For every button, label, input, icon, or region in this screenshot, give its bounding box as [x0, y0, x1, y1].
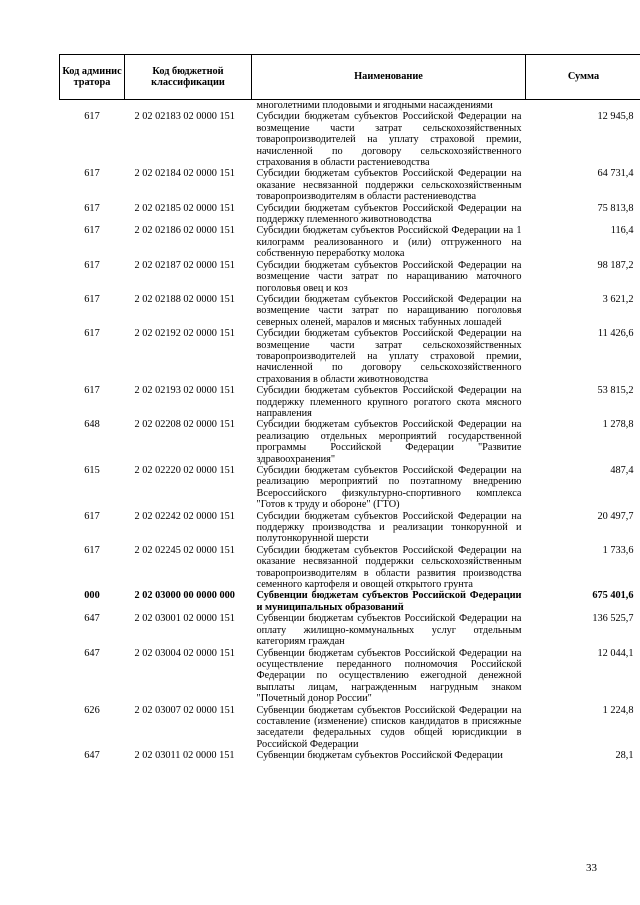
cell-budget-code: 2 02 02193 02 0000 151	[134, 385, 235, 397]
cell-name: Субсидии бюджетам субъектов Российской Федерации на поддержку племенного животноводства	[256, 202, 522, 226]
cell-budget-code: 2 02 02245 02 0000 151	[134, 544, 235, 556]
cell-amount: 20 497,7	[597, 510, 634, 522]
cell-amount: 64 731,4	[597, 168, 634, 180]
table-row	[60, 385, 640, 419]
cell-budget-code: 2 02 02186 02 0000 151	[134, 225, 235, 237]
cell-name: Субвенции бюджетам субъектов Российской Федерации на составление (изменение) списков кандидатов в присяжные заседатели федеральных судов общей юрисдикции в Российской Федерации	[256, 704, 522, 750]
cell-amount: 28,1	[615, 750, 634, 762]
cell-name: Субсидии бюджетам субъектов Российской Федерации на поддержку племенного крупного рогатого скота мясного направления	[256, 385, 522, 419]
cell-budget-code: 2 02 02220 02 0000 151	[134, 465, 235, 476]
cell-amount: 12 044,1	[597, 647, 634, 659]
cell-budget-code: 2 02 02208 02 0000 151	[134, 419, 235, 431]
cell-budget-code: 2 02 02187 02 0000 151	[134, 259, 235, 271]
table-row	[60, 511, 640, 545]
cell-amount: 53 815,2	[597, 385, 634, 397]
cell-amount: 98 187,2	[597, 259, 634, 271]
cell-name: многолетними плодовыми и ягодными насаждениями	[256, 100, 493, 111]
cell-admin-code: 647	[84, 613, 100, 625]
cell-amount: 1 733,6	[602, 544, 634, 556]
table-row	[60, 705, 640, 751]
cell-amount: 675 401,6	[592, 590, 634, 602]
cell-amount: 116,4	[610, 225, 634, 237]
cell-admin-code: 000	[84, 590, 100, 602]
header-amount: Сумма	[526, 55, 640, 100]
table-row	[60, 648, 640, 705]
table-row	[60, 750, 640, 761]
cell-name: Субсидии бюджетам субъектов Российской Федерации на реализацию отдельных мероприятий государственной программы Российской Федерации "Развитие здравоохранения"	[256, 419, 522, 465]
cell-name: Субсидии бюджетам субъектов Российской Федерации на возмещение части затрат по наращиванию поголовья северных оленей, маралов и мясных табунных лошадей	[256, 293, 522, 328]
cell-amount: 1 224,8	[602, 704, 634, 716]
cell-name: Субсидии бюджетам субъектов Российской Федерации на оказание несвязанной поддержки сельскохозяйственным товаропроизводителям в области развития производства семенного картофеля и овощей открытого грунта	[256, 544, 522, 591]
cell-admin-code: 617	[84, 385, 100, 397]
cell-name: Субсидии бюджетам субъектов Российской Федерации на возмещение части затрат сельскохозяйственных товаропроизводителей на уплату страховой премии, начисленной по договору сельскохозяйственного страхования в области растениеводства	[256, 111, 522, 169]
table-body	[60, 100, 640, 762]
cell-budget-code: 2 02 02188 02 0000 151	[134, 293, 235, 305]
cell-amount: 3 621,2	[602, 293, 634, 305]
cell-amount	[526, 100, 640, 112]
cell-admin-code	[60, 100, 125, 112]
cell-admin-code: 617	[84, 168, 100, 180]
cell-admin-code: 626	[84, 704, 100, 716]
cell-budget-code: 2 02 02185 02 0000 151	[134, 202, 235, 214]
cell-budget-code: 2 02 02242 02 0000 151	[134, 510, 235, 522]
table-row	[60, 613, 640, 647]
table-row	[60, 294, 640, 328]
header-budget-code: Код бюджетной классификации	[125, 55, 252, 100]
cell-name: Субсидии бюджетам субъектов Российской Федерации на возмещение части затрат сельскохозяйственных товаропроизводителей на уплату страховой премии, начисленной по договору сельскохозяйственного страхования в области животноводства	[256, 328, 522, 385]
cell-amount: 12 945,8	[597, 111, 634, 123]
table-row	[60, 328, 640, 385]
cell-admin-code: 617	[84, 544, 100, 556]
table-row	[60, 168, 640, 202]
cell-admin-code: 617	[84, 510, 100, 522]
table-row	[60, 260, 640, 294]
table-row	[60, 545, 640, 591]
table-row	[60, 465, 640, 511]
cell-admin-code: 617	[84, 202, 100, 214]
cell-amount: 75 813,8	[597, 202, 634, 214]
table-row	[60, 590, 640, 613]
cell-admin-code: 617	[84, 259, 100, 271]
cell-admin-code: 617	[84, 111, 100, 123]
budget-revenue-table	[59, 54, 640, 762]
cell-name: Субсидии бюджетам субъектов Российской Федерации на реализацию мероприятий по поэтапному внедрению Всероссийского физкультурно-спортивного комплекса "Готов к труду и обороне" (ГТО)	[256, 465, 522, 511]
table-header	[60, 55, 640, 100]
cell-amount: 487,4	[610, 465, 634, 476]
cell-name: Субсидии бюджетам субъектов Российской Федерации на 1 килограмм реализованного и (или) отгруженного на собственную переработку молока	[256, 225, 522, 260]
cell-name: Субсидии бюджетам субъектов Российской Федерации на возмещение части затрат по наращиванию маточного поголовья овец и коз	[256, 259, 522, 294]
cell-admin-code: 647	[84, 647, 100, 659]
cell-amount: 136 525,7	[592, 613, 634, 625]
table-row	[60, 100, 640, 112]
cell-name: Субвенции бюджетам субъектов Российской Федерации	[256, 750, 503, 762]
table-row	[60, 225, 640, 259]
cell-budget-code: 2 02 02183 02 0000 151	[134, 111, 235, 123]
table-row	[60, 419, 640, 465]
cell-amount: 1 278,8	[602, 419, 634, 431]
cell-name: Субвенции бюджетам субъектов Российской Федерации на оплату жилищно-коммунальных услуг отдельным категориям граждан	[256, 613, 522, 648]
cell-budget-code: 2 02 03011 02 0000 151	[134, 750, 235, 762]
table-row	[60, 111, 640, 168]
cell-name: Субвенции бюджетам субъектов Российской Федерации на осуществление переданного полномочия Российской Федерации по осуществлению ежегодной денежной выплаты лицам, награжденным нагрудным знаком "Почетный донор России"	[256, 647, 522, 705]
cell-admin-code: 617	[84, 225, 100, 237]
header-admin-code: Код админис тратора	[60, 55, 125, 100]
cell-budget-code	[125, 100, 252, 112]
cell-budget-code: 2 02 02192 02 0000 151	[134, 328, 235, 340]
cell-budget-code: 2 02 03007 02 0000 151	[134, 704, 235, 716]
cell-budget-code: 2 02 03000 00 0000 000	[134, 590, 235, 602]
cell-admin-code: 647	[84, 750, 100, 762]
cell-budget-code: 2 02 03004 02 0000 151	[134, 647, 235, 659]
cell-name: Субсидии бюджетам субъектов Российской Федерации на поддержку производства и реализации тонкорунной и полутонкорунной шерсти	[256, 510, 522, 545]
cell-admin-code: 617	[84, 328, 100, 340]
cell-admin-code: 617	[84, 293, 100, 305]
cell-name: Субсидии бюджетам субъектов Российской Федерации на оказание несвязанной поддержки сельскохозяйственным товаропроизводителям в области растениеводства	[256, 168, 522, 203]
page-number: 33	[586, 862, 597, 874]
table-row	[60, 203, 640, 226]
cell-admin-code: 615	[84, 465, 100, 476]
cell-budget-code: 2 02 02184 02 0000 151	[134, 168, 235, 180]
cell-admin-code: 648	[84, 419, 100, 431]
cell-name: Субвенции бюджетам субъектов Российской Федерации и муниципальных образований	[256, 590, 522, 613]
cell-budget-code: 2 02 03001 02 0000 151	[134, 613, 235, 625]
header-name: Наименование	[252, 55, 526, 100]
cell-amount: 11 426,6	[597, 328, 634, 340]
